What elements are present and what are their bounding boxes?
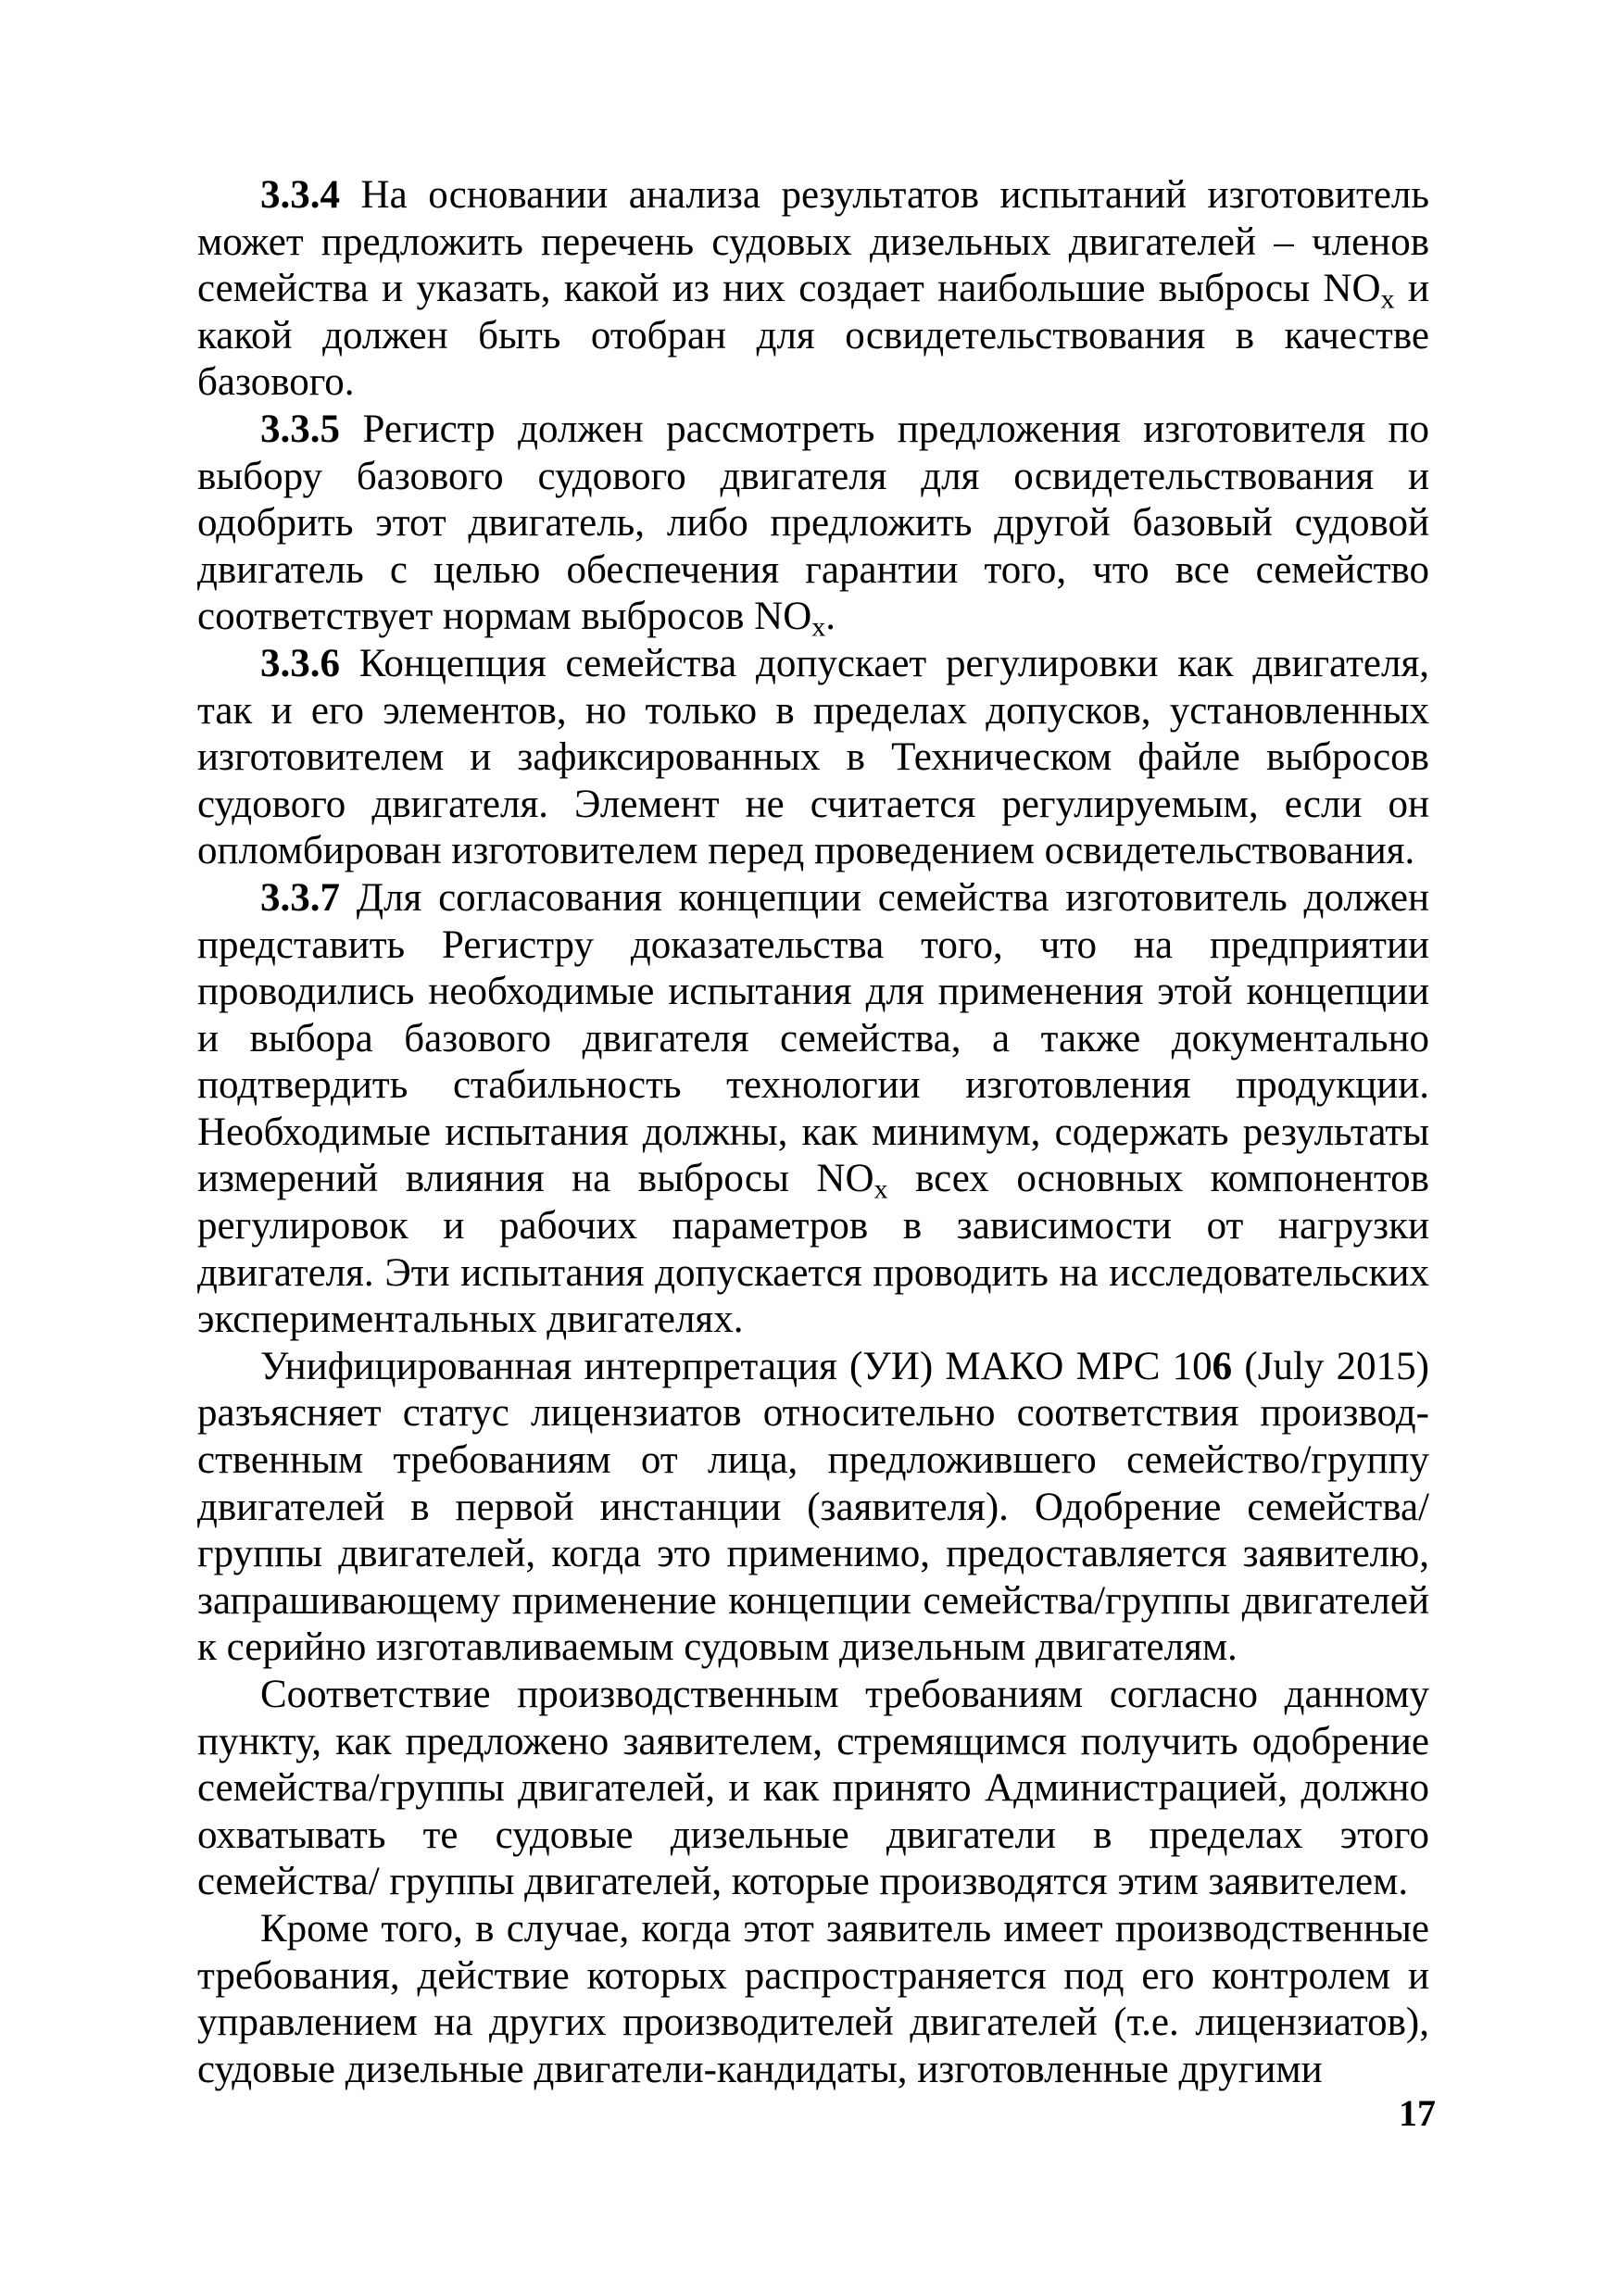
subscript-x: x	[873, 1173, 888, 1205]
paragraph-text: Унифицированная интерпретация (УИ) МАКО MPC 10	[260, 1344, 1213, 1388]
paragraph-3-3-4	[197, 172, 1429, 407]
paragraph-number: 3.3.5	[260, 407, 340, 451]
paragraph-text: Концепция семейства допускает регулировки как двигателя, так и его элементов, но только в пределах допусков, установленных изготовителем и зафиксированных в Техническом файле выбросов судового двигателя. Элемент не считается регулируемым, если он опломбирован изготовителем перед проведением освидетельствования.	[197, 641, 1429, 873]
subscript-x: x	[811, 610, 826, 643]
paragraph-text: Кроме того, в случае, когда этот заявитель имеет производственные требования, действие которых распространяется под его контролем и управлением на других производителей двигателей (т.е. лицензиатов), судовые дизельные двигатели-кандидаты, изготовленные другими	[197, 1906, 1429, 2091]
paragraph-text: Регистр должен рассмотреть предложения изготовителя по выбору базового судового двигателя для освидетельствования и одобрить этот двигатель, либо предложить другой базовый судовой двигатель с целью обеспечения гарантии того, что все семейство соответствует нормам выбросов NO	[197, 407, 1429, 639]
page-number: 17	[1399, 2092, 1436, 2134]
paragraph-text: и какой должен быть отобран для освидетельствования в качестве базового.	[197, 267, 1429, 405]
paragraph-text: всех основных компонентов регулировок и рабочих параметров в зависимости от нагрузки двигателя. Эти испытания допускается проводить на исследовательских экспериментальных двигателях.	[197, 1157, 1429, 1342]
paragraph-text: На основании анализа результатов испытаний изготовитель может предложить перечень судовых дизельных двигателей – членов семейства и указать, какой из них создает наибольшие выбросы NO	[197, 173, 1429, 311]
paragraph-compliance	[197, 1672, 1429, 1906]
paragraph-text: (July 2015) разъясняет статус лицензиатов относительно соответствия производственным требованиям от лица, предложившего семейство/группу двигателей в первой инстанции (заявителя). Одобрение семейства/ группы двигателей, когда это применимо, предоставляется заявителю, запрашивающему применение концепции семейства/группы двигателей к серийно изготавливаемым судовым дизельным двигателям.	[197, 1344, 1429, 1670]
paragraph-3-3-6	[197, 641, 1429, 875]
paragraph-number: 3.3.7	[260, 875, 340, 920]
paragraph-text: Соответствие производственным требованиям согласно данному пункту, как предложено заявителем, стремящимся получить одобрение семейства/группы двигателей, и как принято Администрацией, должно охватывать те судовые дизельные двигатели в пределах этого семейства/ группы двигателей, которые производятся этим заявителем.	[197, 1673, 1429, 1904]
paragraph-number: 3.3.6	[260, 641, 340, 685]
paragraph-3-3-7	[197, 875, 1429, 1344]
paragraph-unified-interpretation	[197, 1344, 1429, 1672]
paragraph-number: 3.3.4	[260, 173, 340, 217]
paragraph-3-3-5	[197, 407, 1429, 641]
body-text	[197, 172, 1429, 2093]
paragraph-text: Для согласования концепции семейства изготовитель должен представить Регистру доказательства того, что на предприятии проводились необходимые испытания для применения этой концепции и выбора базового двигателя семейства, а также документально подтвердить стабильность технологии изготовления продукции. Необходимые испытания должны, как минимум, содержать результаты измерений влияния на выбросы NO	[197, 875, 1429, 1201]
subscript-x: x	[1380, 282, 1395, 315]
paragraph-text: .	[825, 595, 836, 639]
paragraph-besides	[197, 1906, 1429, 2093]
bold-digit: 6	[1212, 1344, 1233, 1388]
